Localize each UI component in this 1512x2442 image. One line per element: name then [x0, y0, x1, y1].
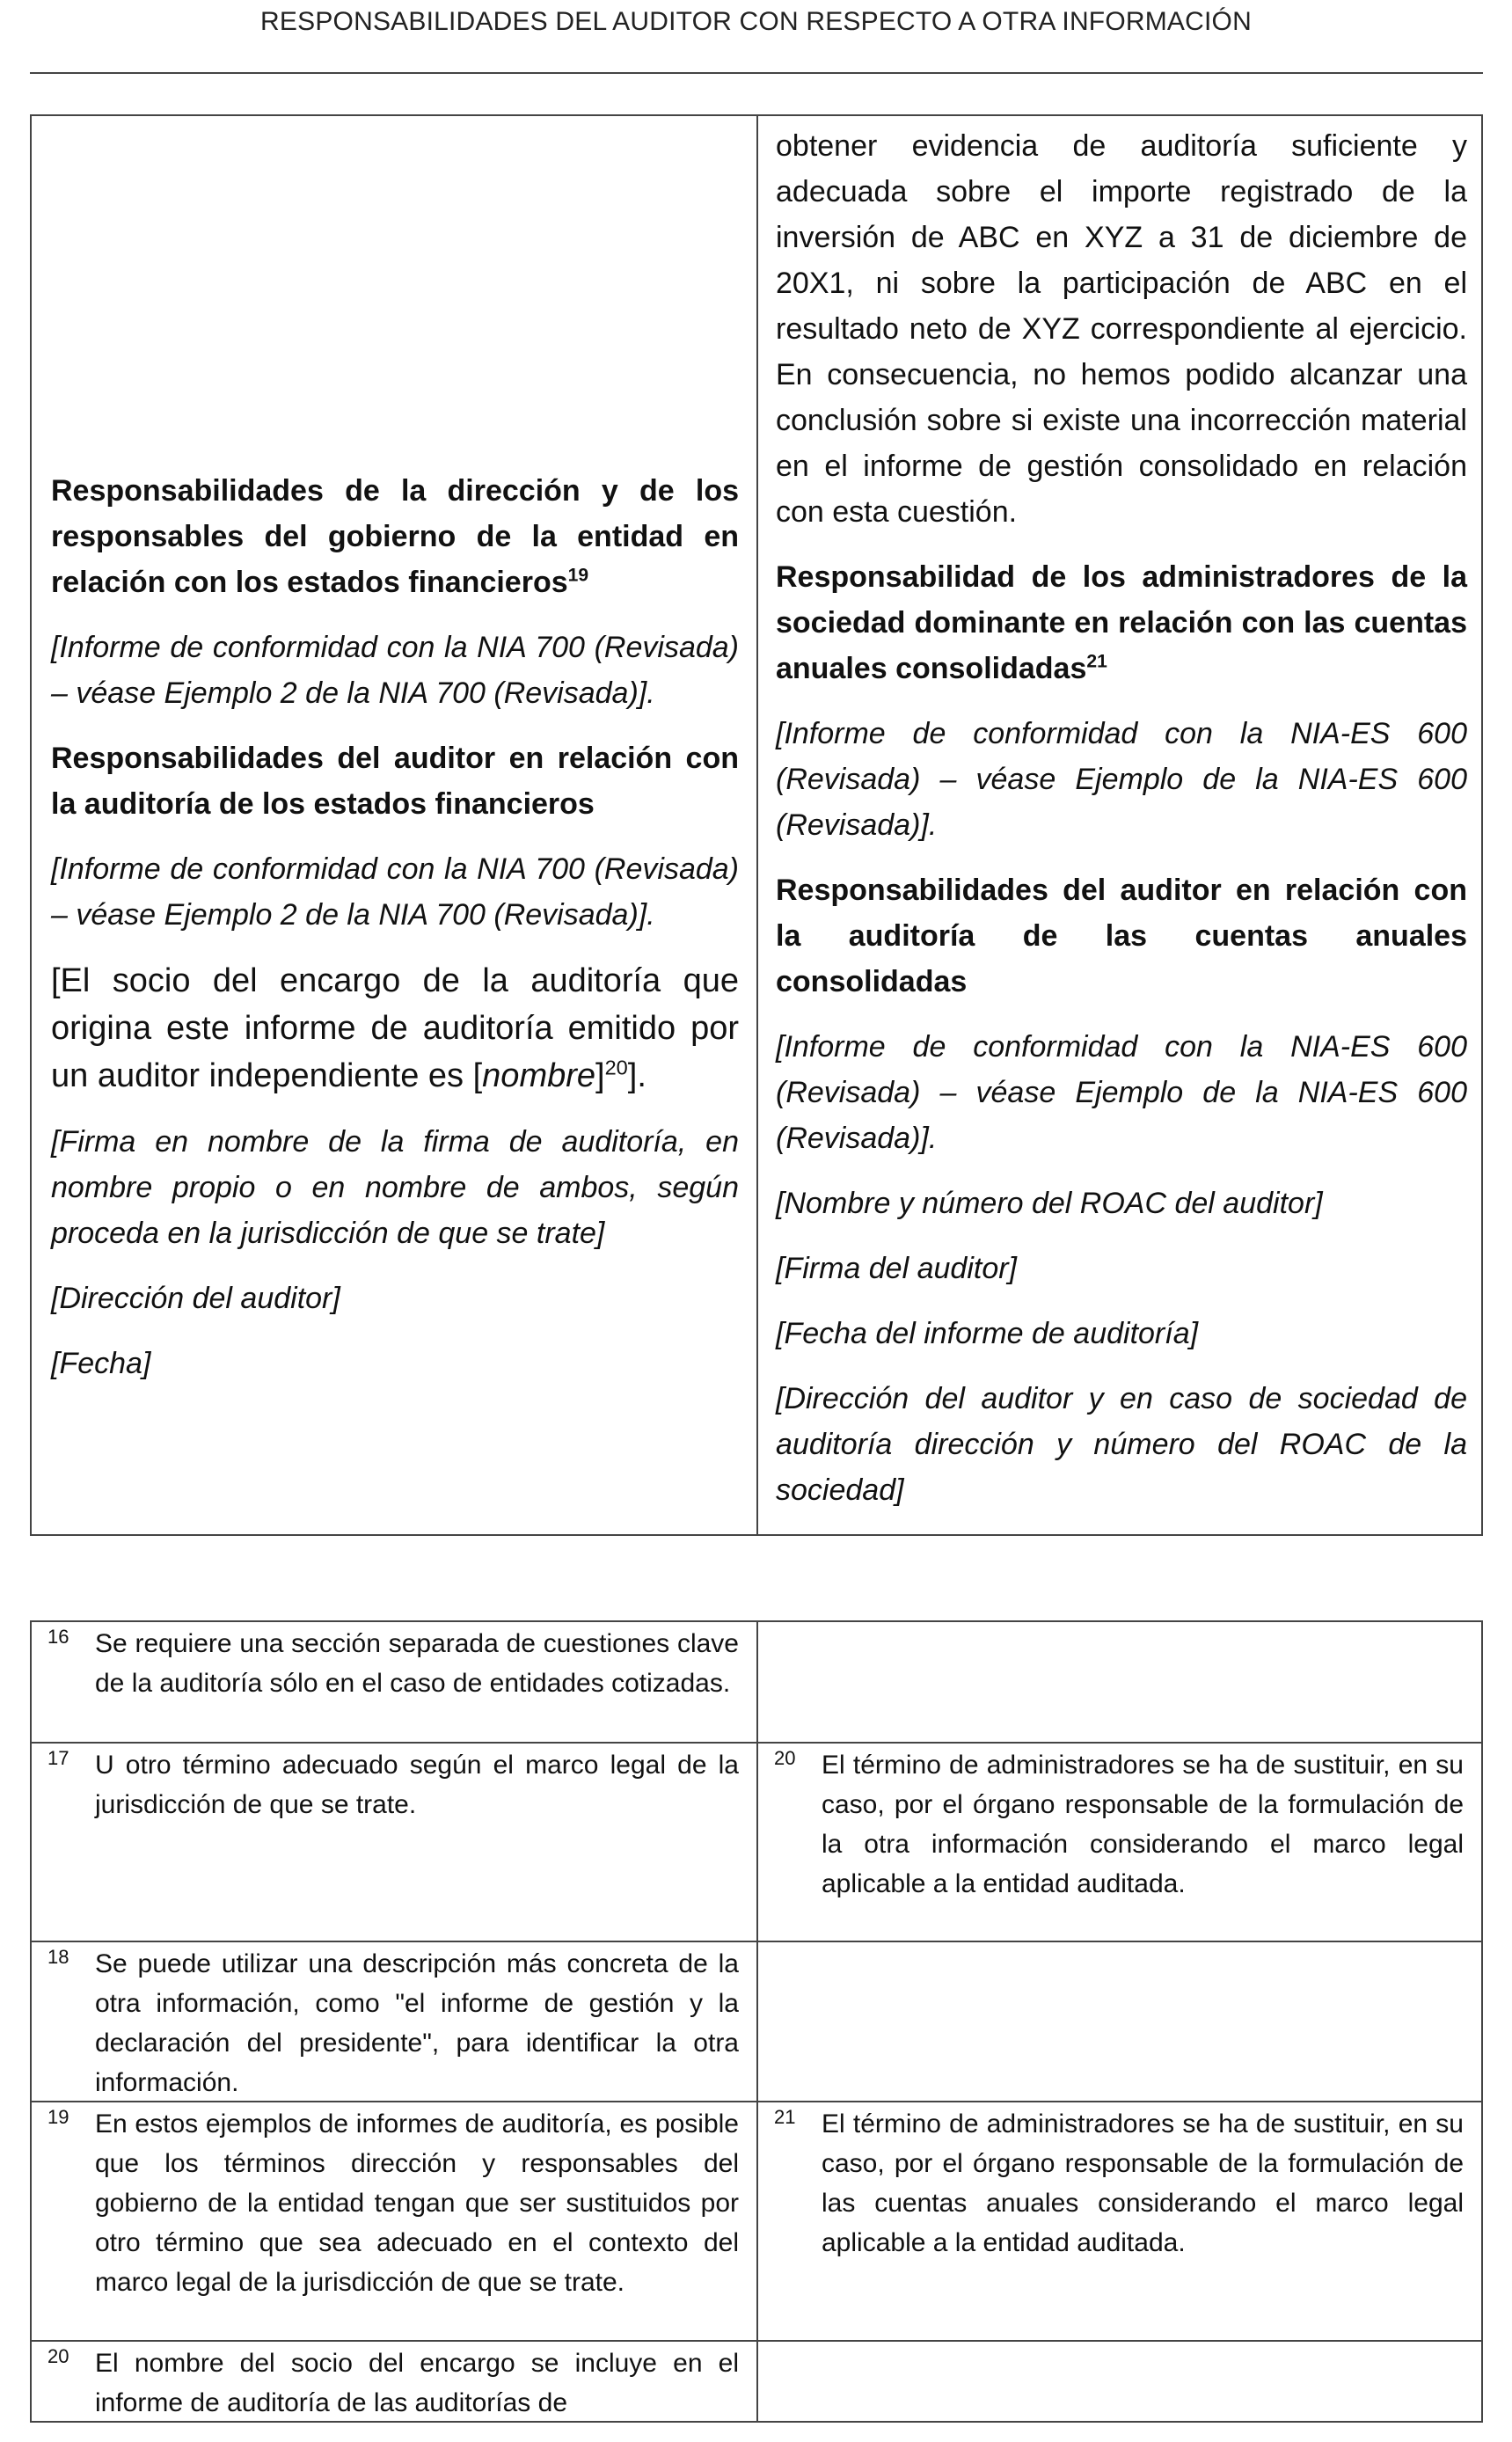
- footnote-text: El nombre del socio del encargo se incluye en el informe de auditoría de las auditorías de: [95, 2349, 739, 2417]
- signature-placeholder: [Firma en nombre de la firma de auditoría, en nombre propio o en nombre de ambos, según proceda en la jurisdicción de que se trate]: [51, 1125, 739, 1250]
- footnote-empty: [758, 1622, 1481, 1742]
- footnote-text: El término de administradores se ha de sustituir, en su caso, por el órgano responsable de la formulación de las cuentas anuales considerando el marco legal aplicable a la entidad auditada.: [822, 2109, 1464, 2257]
- footnote-number: 20: [47, 2345, 69, 2367]
- footnote-number: 17: [47, 1747, 69, 1769]
- column-divider: [756, 116, 758, 1534]
- management-responsibility-heading: [51, 468, 739, 605]
- footnote: [32, 1941, 756, 2101]
- footnote: [32, 2340, 756, 2421]
- footnote-number: 18: [47, 1946, 69, 1968]
- directors-responsibility-heading: [776, 554, 1467, 691]
- footnote-text: El término de administradores se ha de sustituir, en su caso, por el órgano responsable de la formulación de la otra información considerando el marco legal aplicable a la entidad auditada.: [822, 1751, 1464, 1898]
- bracket: ].: [627, 1057, 646, 1094]
- scope-limitation-paragraph: obtener evidencia de auditoría suficiente y adecuada sobre el importe registrado de la inversión de ABC en XYZ a 31 de diciembre de 20X1, ni sobre la participación de ABC en el resultado neto de XYZ correspondiente al ejercicio. En consecuencia, no hemos podido alcanzar una conclusión sobre si existe una incorrección material en el informe de gestión consolidado en relación con esta cuestión.: [776, 129, 1467, 529]
- bracket: ]: [595, 1057, 605, 1094]
- footnotes-table: [30, 1620, 1483, 2423]
- signature-placeholder: [Firma del auditor]: [776, 1252, 1017, 1285]
- footnote-empty: [758, 2340, 1481, 2421]
- footnote-text: U otro término adecuado según el marco legal de la jurisdicción de que se trate.: [95, 1751, 739, 1819]
- footnote: [32, 1742, 756, 1941]
- footnote-text: Se requiere una sección separada de cuestiones clave de la auditoría sólo en el caso de entidades cotizadas.: [95, 1629, 739, 1698]
- roac-placeholder: [Nombre y número del ROAC del auditor]: [776, 1187, 1323, 1220]
- partner-name-placeholder: nombre: [482, 1057, 596, 1094]
- footnote: [758, 1742, 1481, 1941]
- footnote-text: Se puede utilizar una descripción más concreta de la otra información, como "el informe de gestión y la declaración del presidente", para identificar la otra información.: [95, 1949, 739, 2097]
- auditor-address-placeholder: [Dirección del auditor y en caso de sociedad de auditoría dirección y número del ROAC de la sociedad]: [776, 1382, 1467, 1507]
- page-header: RESPONSABILIDADES DEL AUDITOR CON RESPECTO A OTRA INFORMACIÓN: [260, 7, 1252, 36]
- right-column: [776, 123, 1467, 1532]
- conformity-note: [Informe de conformidad con la NIA-ES 600 (Revisada) – véase Ejemplo de la NIA-ES 600 (Revisada)].: [776, 717, 1467, 842]
- auditor-responsibility-heading: Responsabilidades del auditor en relación con la auditoría de los estados financieros: [51, 742, 739, 821]
- report-table: [30, 114, 1483, 1536]
- footnote-ref: 21: [1086, 651, 1107, 672]
- footnote-number: 16: [47, 1626, 69, 1648]
- left-column: [51, 468, 739, 1406]
- conformity-note: [Informe de conformidad con la NIA 700 (Revisada) – véase Ejemplo 2 de la NIA 700 (Revisada)].: [51, 852, 739, 932]
- footnote-ref: 19: [567, 565, 589, 586]
- header-divider: [30, 72, 1483, 74]
- engagement-partner-paragraph: [51, 957, 739, 1100]
- conformity-note: [Informe de conformidad con la NIA-ES 600 (Revisada) – véase Ejemplo de la NIA-ES 600 (Revisada)].: [776, 1030, 1467, 1155]
- footnote: [32, 2101, 756, 2340]
- footnote-number: 19: [47, 2106, 69, 2128]
- footnote-text: En estos ejemplos de informes de auditoría, es posible que los términos dirección y responsables del gobierno de la entidad tengan que ser sustituidos por otro término que sea adecuado en el contexto del marco legal de la jurisdicción de que se trate.: [95, 2109, 739, 2297]
- report-date-placeholder: [Fecha del informe de auditoría]: [776, 1317, 1199, 1350]
- heading-text: Responsabilidad de los administradores de la sociedad dominante en relación con las cuentas anuales consolidadas: [776, 560, 1467, 685]
- footnote: [758, 2101, 1481, 2340]
- footnote-number: 20: [774, 1747, 796, 1769]
- partner-text: [El socio del encargo de la auditoría que origina este informe de auditoría emitido por un auditor independiente es [: [51, 962, 739, 1094]
- footnote-empty: [758, 1941, 1481, 2101]
- footnote: [32, 1622, 756, 1742]
- auditor-address-placeholder: [Dirección del auditor]: [51, 1282, 340, 1315]
- conformity-note: [Informe de conformidad con la NIA 700 (Revisada) – véase Ejemplo 2 de la NIA 700 (Revisada)].: [51, 631, 739, 710]
- auditor-responsibility-heading: Responsabilidades del auditor en relación con la auditoría de las cuentas anuales consolidadas: [776, 874, 1467, 998]
- date-placeholder: [Fecha]: [51, 1347, 151, 1380]
- footnote-number: 21: [774, 2106, 796, 2128]
- footnote-ref: 20: [604, 1056, 628, 1079]
- heading-text: Responsabilidades de la dirección y de los responsables del gobierno de la entidad en relación con los estados financieros: [51, 474, 739, 599]
